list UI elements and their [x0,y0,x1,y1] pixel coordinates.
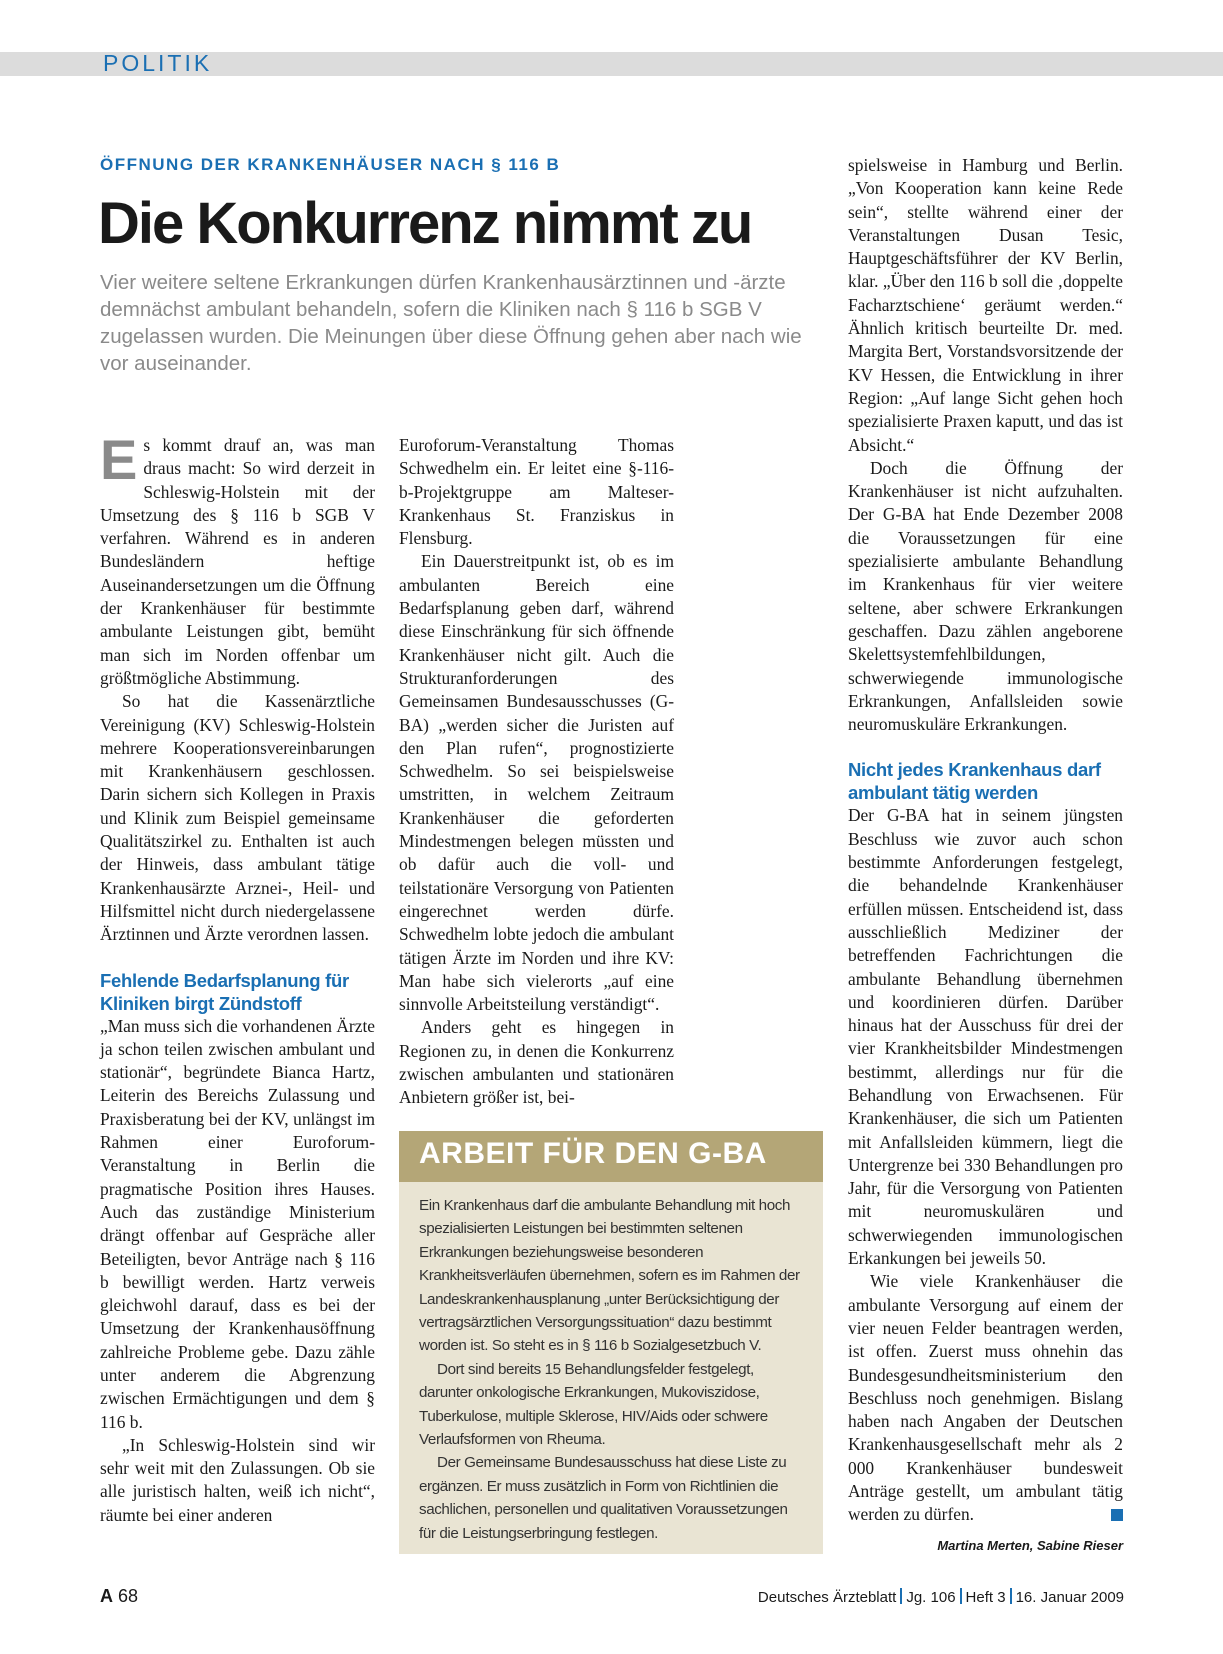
page-number-value: 68 [118,1586,139,1606]
paragraph: Wie viele Krankenhäuser die ambulante Versorgung auf einem der vier neuen Felder beantragen werden, ist offen. Zuerst muss ohnehin das Bundesgesundheitsministerium den Beschluss noch genehmigen. Bislang haben nach Angaben der Deutschen Krankenhausgesellschaft mehr als 2 000 Krankenhäuser bundesweit Anträge gestellt, um ambulant tätig werden zu dürfen. [848,1271,1123,1525]
headline: Die Konkurrenz nimmt zu [98,191,752,256]
paragraph: Doch die Öffnung der Krankenhäuser ist nicht aufzuhalten. Der G-BA hat Ende Dezember 2008 die Voraussetzungen für eine spezialisierte ambulante Behandlung im Krankenhaus für vier weitere seltene, aber schwere Erkrankungen geschaffen. Dazu zählen angeborene Skelettsystemfehlbildungen, schwerwiegende immunologische Erkrankungen, Anfallsleiden sowie neuromuskuläre Erkrankungen. [848,457,1123,735]
lead-paragraph: Vier weitere seltene Erkrankungen dürfen Krankenhausärztinnen und -ärzte demnächst ambulant behandeln, sofern die Kliniken nach § 116 b SGB V zugelassen wurden. Die Meinungen über diese Öffnung gehen aber nach wie vor auseinander. [100,271,802,375]
paragraph: So hat die Kassenärztliche Vereinigung (KV) Schleswig-Holstein mehrere Kooperationsvereinbarungen mit Krankenhäusern geschlossen. Darin sichern sich Kollegen in Praxis und Klinik zum Beispiel gemeinsame Qualitätszirkel zu. Enthalten ist auch der Hinweis, dass ambulant tätige Krankenhausärzte Arznei-, Heil- und Hilfsmittel nicht durch niedergelassene Ärztinnen und Ärzte verordnen lassen. [100,691,375,945]
article-column-3 [848,154,1123,1527]
paragraph: Der G-BA hat in seinem jüngsten Beschluss wie zuvor auch schon bestimmte Anforderungen festgelegt, die behandelnde Krankenhäuser erfüllen müssen. Entscheidend ist, dass ausschließlich Mediziner der betreffenden Fachrichtungen die ambulante Behandlung übernehmen und koordinieren dürfen. Darüber hinaus hat der Ausschuss für drei der vier Krankheitsbilder Mindestmengen bestimmt, allerdings nur für die Behandlung von Erwachsenen. Für Krankenhäuser, die sich um Patienten mit Anfallsleiden kümmern, liegt die Untergrenze bei 330 Behandlungen pro Jahr, für die Versorgung von Patienten mit neuromuskulären und schwerwiegenden immunologischen Erkankungen bei jeweils 50. [848,805,1123,1269]
info-box-title: ARBEIT FÜR DEN G-BA [419,1137,767,1170]
separator [900,1588,902,1604]
paragraph: Ein Krankenhaus darf die ambulante Behandlung mit hoch spezialisierten Leistungen bei bestimmten seltenen Erkrankungen beziehungsweise besonderen Krankheitsverläufen übernehmen, sofern es im Rahmen der Landeskrankenhausplanung „unter Berücksichtigung der vertragsärztlichen Versorgungssituation“ dazu bestimmt worden ist. So steht es in § 116 b Sozialgesetzbuch V. [419,1197,800,1355]
info-box-header [399,1131,823,1182]
subheading: Nicht jedes Krankenhaus darf ambulant tätig werden [848,759,1101,804]
paragraph: Der Gemeinsame Bundesausschuss hat diese Liste zu ergänzen. Er muss zusätzlich in Form von Richtlinien die sachlichen, personellen und qualitativen Voraussetzungen für die Leistungserbringung festlegen. [419,1454,788,1542]
page-number [100,1586,138,1607]
paragraph: „In Schleswig-Holstein sind wir sehr weit mit den Zulassungen. Ob sie alle juristisch halten, weiß ich nicht“, räumte bei einer anderen [100,1434,375,1525]
publication-name: Deutsches Ärzteblatt [757,1589,897,1606]
byline: Martina Merten, Sabine Rieser [937,1538,1123,1553]
issue-date: 16. Januar 2009 [1015,1589,1124,1606]
paragraph: Ein Dauerstreitpunkt ist, ob es im ambulanten Bereich eine Bedarfsplanung geben darf, während diese Einschränkung für sich öffnende Krankenhäuser nicht gilt. Auch die Strukturanforderungen des Gemeinsamen Bundesausschusses (G-BA) „werden sicher die Juristen auf den Plan rufen“, prognostizierte Schwedhelm. So sei beispielsweise umstritten, in welchem Zeitraum Krankenhäuser die geforderten Mindestmengen belegen müssten und ob dafür auch die voll- und teilstationäre Versorgung von Patienten eingerechnet werden dürfe. Schwedhelm lobte jedoch die ambulant tätigen Ärzte im Norden und ihre KV: Man habe sich vielerorts „auf eine sinnvolle Arbeitsteilung verständigt“. [399,551,674,1015]
volume: Jg. 106 [906,1589,956,1606]
paragraph: Es kommt drauf an, was man draus macht: So wird derzeit in Schleswig-Holstein mit der Umsetzung des § 116 b SGB V verfahren. Während es in anderen Bundesländern heftige Auseinandersetzungen um die Öffnung der Krankenhäuser für bestimmte ambulante Leistungen gibt, bemüht man sich im Norden offenbar um größtmögliche Abstimmung. [100,428,375,688]
paragraph: Dort sind bereits 15 Behandlungsfelder festgelegt, darunter onkologische Erkrankungen, Mukoviszidose, Tuberkulose, multiple Sklerose, HIV/Aids oder schwere Verlaufsformen von Rheuma. [419,1360,768,1449]
article-column-2 [399,434,674,1110]
drop-cap: E [100,428,138,491]
info-box [399,1131,823,1554]
paragraph: Anders geht es hingegen in Regionen zu, in denen die Konkurrenz zwischen ambulanten und stationären Anbietern größer ist, bei- [399,1017,674,1108]
kicker: ÖFFNUNG DER KRANKENHÄUSER NACH § 116 B [100,155,561,174]
article-column-1 [100,428,375,1527]
page-prefix: A [100,1586,113,1606]
separator [1010,1588,1012,1604]
end-of-article-icon [1111,1509,1123,1521]
paragraph: Euroforum-Veranstaltung Thomas Schwedhelm ein. Er leitet eine §-116-b-Projektgruppe am Malteser-Krankenhaus St. Franziskus in Flensburg. [399,435,674,549]
subheading: Fehlende Bedarfsplanung für Kliniken birgt Zündstoff [100,969,349,1014]
publication-info [758,1588,1124,1606]
paragraph: „Man muss sich die vorhandenen Ärzte ja schon teilen zwischen ambulant und stationär“, begründete Bianca Hartz, Leiterin des Bereichs Zulassung und Praxisberatung bei der KV, unlängst im Rahmen einer Euroforum-Veranstaltung in Berlin die pragmatische Position ihres Hauses. Auch das zuständige Ministerium drängt offenbar auf Gespräche aller Beteiligten, bevor Anträge nach § 116 b bewilligt werden. Hartz verweis gleichwohl darauf, dass es bei der Umsetzung der Krankenhausöffnung zahlreiche Probleme gebe. Dazu zähle unter anderem die Abgrenzung zwischen Ermächtigungen und dem § 116 b. [100,1015,375,1432]
separator [960,1588,962,1604]
section-label: POLITIK [103,50,213,76]
info-box-body [419,1194,805,1545]
paragraph: spielsweise in Hamburg und Berlin. „Von Kooperation kann keine Rede sein“, stellte während einer der Veranstaltungen Dusan Tesic, Hauptgeschäftsführer der KV Berlin, klar. „Über den 116 b soll die ‚doppelte Facharztschiene‘ geräumt werden.“ Ähnlich kritisch beurteilte Dr. med. Margita Bert, Vorstandsvorsitzende der KV Hessen, die Entwicklung in ihrer Region: „Auf lange Sicht gehen hoch spezialisierte Praxen kaputt, und das ist Absicht.“ [848,155,1123,455]
issue: Heft 3 [965,1589,1006,1606]
